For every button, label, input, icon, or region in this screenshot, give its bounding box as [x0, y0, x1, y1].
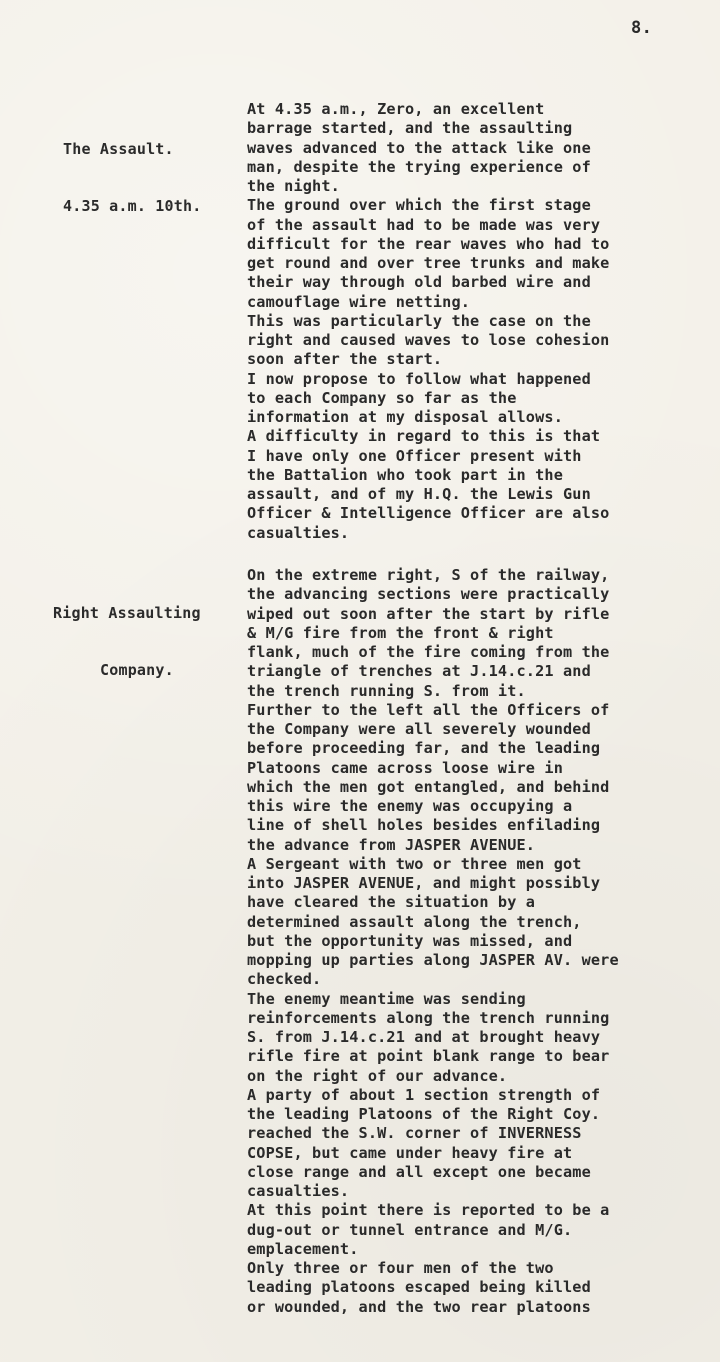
text-line: which the men got entangled, and behind: [247, 777, 610, 796]
text-line: triangle of trenches at J.14.c.21 and: [247, 662, 591, 681]
text-line: camouflage wire netting.: [247, 292, 471, 311]
text-line: of the assault had to be made was very: [247, 215, 601, 234]
section-heading-the-assault: [63, 102, 201, 254]
text-line: close range and all except one became: [247, 1162, 591, 1181]
text-line: the Battalion who took part in the: [247, 465, 563, 484]
text-line: their way through old barbed wire and: [247, 273, 591, 292]
text-line: this wire the enemy was occupying a: [247, 797, 573, 815]
text-line: casualties.: [247, 523, 350, 542]
text-line: dug-out or tunnel entrance and M/G.: [247, 1220, 573, 1239]
text-line: information at my disposal allows.: [247, 408, 563, 426]
text-line: COPSE, but came under heavy fire at: [247, 1143, 573, 1162]
text-line: Further to the left all the Officers of: [247, 700, 610, 719]
text-line: Officer & Intelligence Officer are also: [247, 504, 610, 523]
text-line: rifle fire at point blank range to bear: [247, 1047, 610, 1066]
text-line: A party of about 1 section strength of: [247, 1085, 601, 1104]
section-body-right-assaulting-company: [247, 566, 717, 1317]
text-line: A difficulty in regard to this is that: [247, 427, 601, 446]
text-line: Only three or four men of the two: [247, 1259, 554, 1277]
text-line: the Company were all severely wounded: [247, 720, 591, 738]
text-line: barrage started, and the assaulting: [247, 119, 573, 138]
text-line: soon after the start.: [247, 350, 443, 369]
text-line: checked.: [247, 970, 322, 989]
text-line: flank, much of the fire coming from the: [247, 643, 610, 661]
text-line: Platoons came across loose wire in: [247, 758, 563, 777]
text-line: or wounded, and the two rear platoons: [247, 1297, 591, 1316]
text-line: On the extreme right, S of the railway,: [247, 566, 610, 584]
text-line: reached the S.W. corner of INVERNESS: [247, 1124, 582, 1143]
section-heading-right-assaulting-company: [53, 566, 201, 718]
text-line: I have only one Officer present with: [247, 446, 582, 465]
text-line: This was particularly the case on the: [247, 311, 591, 330]
text-line: waves advanced to the attack like one: [247, 138, 591, 157]
text-line: line of shell holes besides enfilading: [247, 816, 601, 835]
text-line: casualties.: [247, 1182, 350, 1200]
text-line: the advancing sections were practically: [247, 585, 610, 604]
text-line: right and caused waves to lose cohesion: [247, 331, 610, 349]
text-line: determined assault along the trench,: [247, 912, 582, 931]
text-line: before proceeding far, and the leading: [247, 739, 601, 758]
text-line: wiped out soon after the start by rifle: [247, 604, 610, 623]
text-line: the advance from JASPER AVENUE.: [247, 835, 536, 854]
section-heading-time: 4.35 a.m. 10th.: [63, 197, 202, 215]
section-heading-title: The Assault.: [63, 140, 174, 158]
text-line: leading platoons escaped being killed: [247, 1278, 591, 1297]
text-line: A Sergeant with two or three men got: [247, 854, 582, 873]
text-line: The enemy meantime was sending: [247, 989, 526, 1008]
text-line: difficult for the rear waves who had to: [247, 234, 610, 253]
section-heading-subtitle: Company.: [100, 661, 174, 679]
text-line: the night.: [247, 177, 340, 195]
text-line: have cleared the situation by a: [247, 893, 536, 912]
text-line: reinforcements along the trench running: [247, 1008, 610, 1027]
page-number: 8.: [631, 18, 653, 38]
text-line: the trench running S. from it.: [247, 681, 526, 700]
text-line: the leading Platoons of the Right Coy.: [247, 1105, 601, 1123]
text-line: S. from J.14.c.21 and at brought heavy: [247, 1028, 601, 1046]
text-line: get round and over tree trunks and make: [247, 254, 610, 272]
text-line: man, despite the trying experience of: [247, 157, 591, 176]
text-line: The ground over which the first stage: [247, 196, 591, 215]
section-heading-title: Right Assaulting: [53, 604, 201, 622]
text-line: to each Company so far as the: [247, 388, 517, 407]
text-line: & M/G fire from the front & right: [247, 623, 554, 642]
text-line: into JASPER AVENUE, and might possibly: [247, 874, 601, 892]
text-line: but the opportunity was missed, and: [247, 931, 573, 950]
text-line: At 4.35 a.m., Zero, an excellent: [247, 100, 545, 118]
text-line: emplacement.: [247, 1239, 359, 1258]
text-line: mopping up parties along JASPER AV. were: [247, 951, 619, 969]
text-line: assault, and of my H.Q. the Lewis Gun: [247, 485, 591, 503]
text-line: on the right of our advance.: [247, 1066, 508, 1085]
text-line: At this point there is reported to be a: [247, 1201, 610, 1220]
section-body-the-assault: [247, 100, 717, 543]
text-line: I now propose to follow what happened: [247, 369, 591, 388]
